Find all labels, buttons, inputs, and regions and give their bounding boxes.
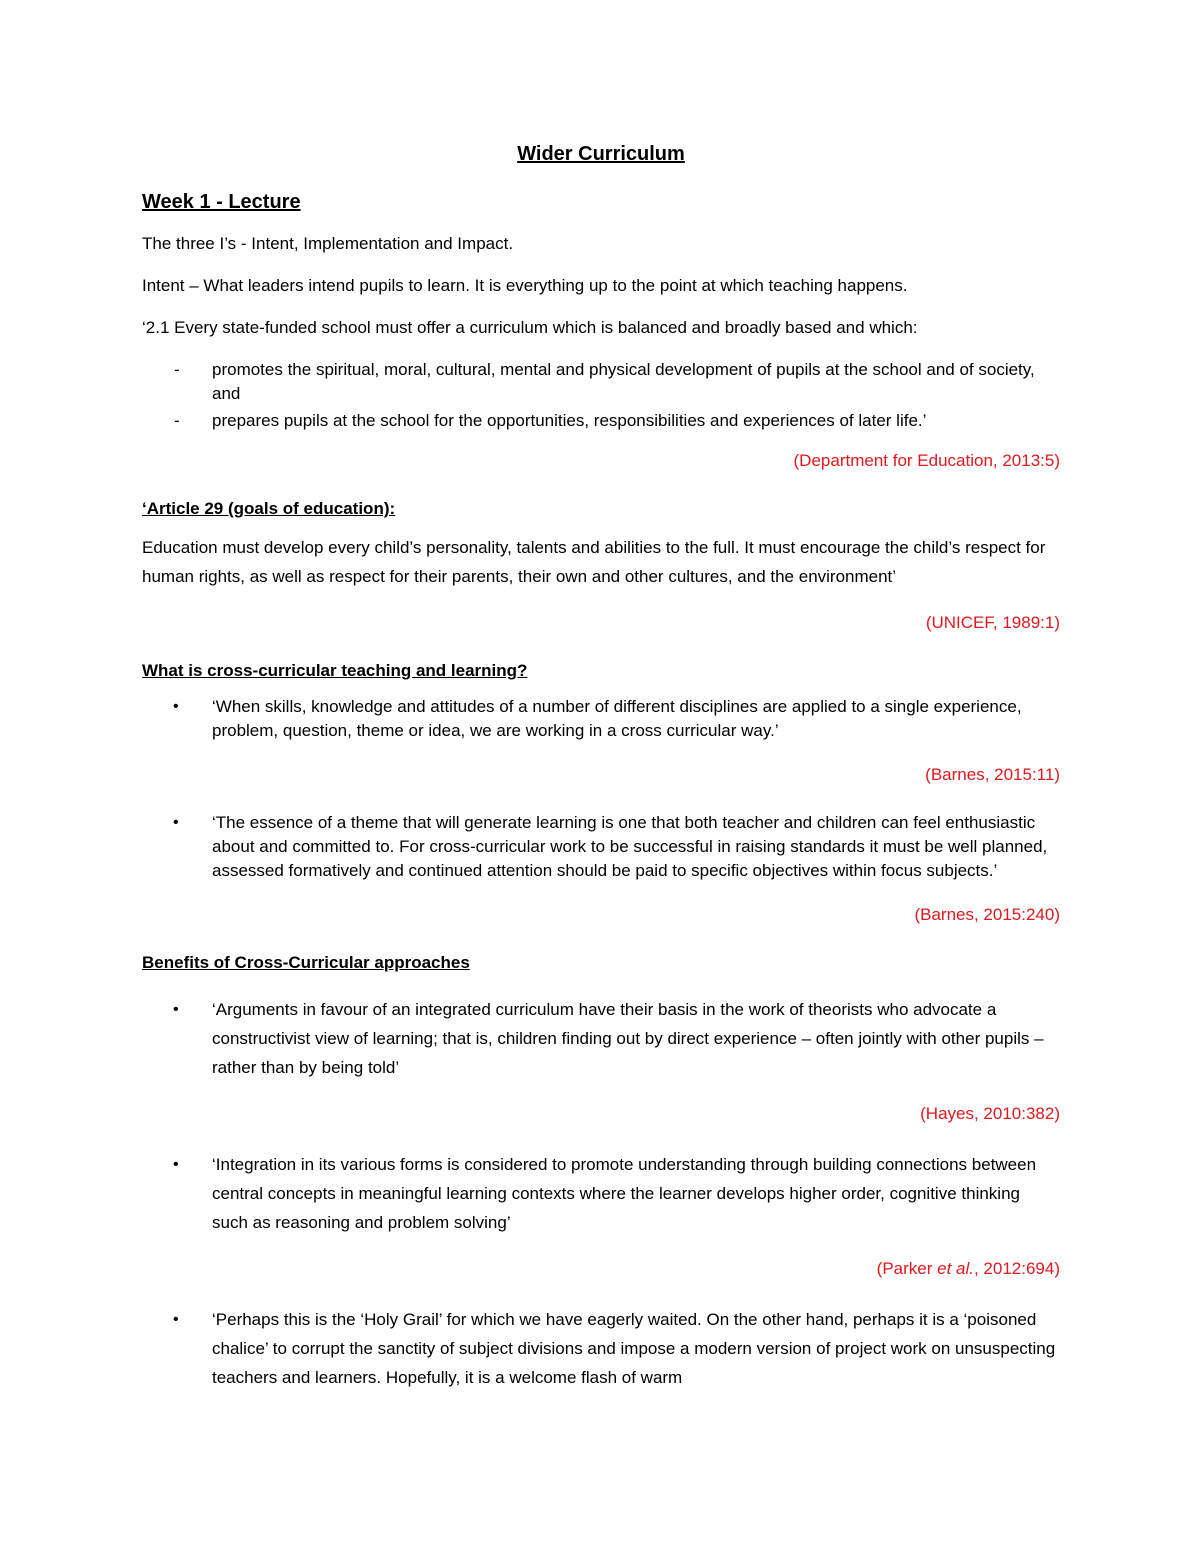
dash-list — [142, 358, 1060, 433]
citation-hayes: (Hayes, 2010:382) — [920, 1104, 1060, 1123]
bullet-marker: • — [173, 1311, 179, 1328]
document-page — [142, 140, 1060, 1392]
bullet-marker: • — [173, 1001, 179, 1018]
cross-list — [142, 695, 1060, 743]
list-item-text: ‘The essence of a theme that will generate learning is one that both teacher and children can feel enthusiastic about and committed to. For cross-curricular work to be successful in raising standards it must be well planned, assessed formatively and continued attention should be paid to specific objectives within focus subjects.’ — [212, 813, 1048, 880]
intent-line: Intent – What leaders intend pupils to learn. It is everything up to the point at which teaching happens. — [142, 276, 908, 295]
dash-marker: - — [174, 360, 180, 379]
citation-parker-post: , 2012:694) — [973, 1259, 1060, 1278]
cross-curricular-heading: What is cross-curricular teaching and learning? — [142, 661, 528, 680]
list-item-text: promotes the spiritual, moral, cultural, mental and physical development of pupils at the school and of society, and — [212, 360, 1035, 403]
benefits-list-2 — [142, 1150, 1060, 1237]
document-title: Wider Curriculum — [517, 143, 685, 165]
list-item — [142, 409, 1060, 433]
cross-list-2 — [142, 811, 1060, 883]
list-item — [142, 995, 1060, 1082]
list-item-text: prepares pupils at the school for the opportunities, responsibilities and experiences of later life.’ — [212, 411, 927, 430]
list-item-text: ‘Arguments in favour of an integrated curriculum have their basis in the work of theorists who advocate a constructivist view of learning; that is, children finding out by direct experience – often jointly with other pupils – rather than by being told’ — [212, 1000, 1044, 1077]
list-item — [142, 1150, 1060, 1237]
list-item-text: ‘Perhaps this is the ‘Holy Grail’ for which we have eagerly waited. On the other hand, perhaps it is a ‘poisoned chalice’ to corrupt the sanctity of subject divisions and impose a modern version of project work on unsuspecting teachers and learners. Hopefully, it is a welcome flash of warm — [212, 1310, 1056, 1387]
citation-parker — [142, 1257, 1060, 1281]
bullet-marker: • — [173, 1156, 179, 1173]
list-item — [142, 1305, 1060, 1392]
citation-unicef: (UNICEF, 1989:1) — [925, 613, 1060, 632]
benefits-list-3 — [142, 1305, 1060, 1392]
bullet-marker: • — [173, 698, 179, 715]
list-item — [142, 358, 1060, 406]
week-heading: Week 1 - Lecture — [142, 191, 301, 213]
benefits-list-1 — [142, 995, 1060, 1082]
citation-parker-etal: et al. — [937, 1259, 974, 1278]
list-item — [142, 695, 1060, 743]
article-text: Education must develop every child’s personality, talents and abilities to the full. It must encourage the child’s respect for human rights, as well as respect for their parents, their own and other cultures, and the environment’ — [142, 538, 1046, 586]
citation-barnes-240: (Barnes, 2015:240) — [914, 905, 1060, 924]
citation-parker-pre: (Parker — [876, 1259, 938, 1278]
benefits-heading: Benefits of Cross-Curricular approaches — [142, 953, 470, 972]
quote-intro: ‘2.1 Every state-funded school must offer a curriculum which is balanced and broadly based and which: — [142, 318, 918, 337]
citation-barnes-11: (Barnes, 2015:11) — [925, 765, 1060, 784]
dash-marker: - — [174, 411, 180, 430]
citation-dfe: (Department for Education, 2013:5) — [793, 451, 1060, 470]
three-is-line: The three I’s - Intent, Implementation and Impact. — [142, 234, 514, 253]
article-heading: ‘Article 29 (goals of education): — [142, 499, 396, 518]
list-item-text: ‘When skills, knowledge and attitudes of a number of different disciplines are applied to a single experience, problem, question, theme or idea, we are working in a cross curricular way.’ — [212, 697, 1022, 740]
list-item — [142, 811, 1060, 883]
bullet-marker: • — [173, 814, 179, 831]
list-item-text: ‘Integration in its various forms is considered to promote understanding through building connections between central concepts in meaningful learning contexts where the learner develops higher order, cognitive thinking such as reasoning and problem solving’ — [212, 1155, 1037, 1232]
